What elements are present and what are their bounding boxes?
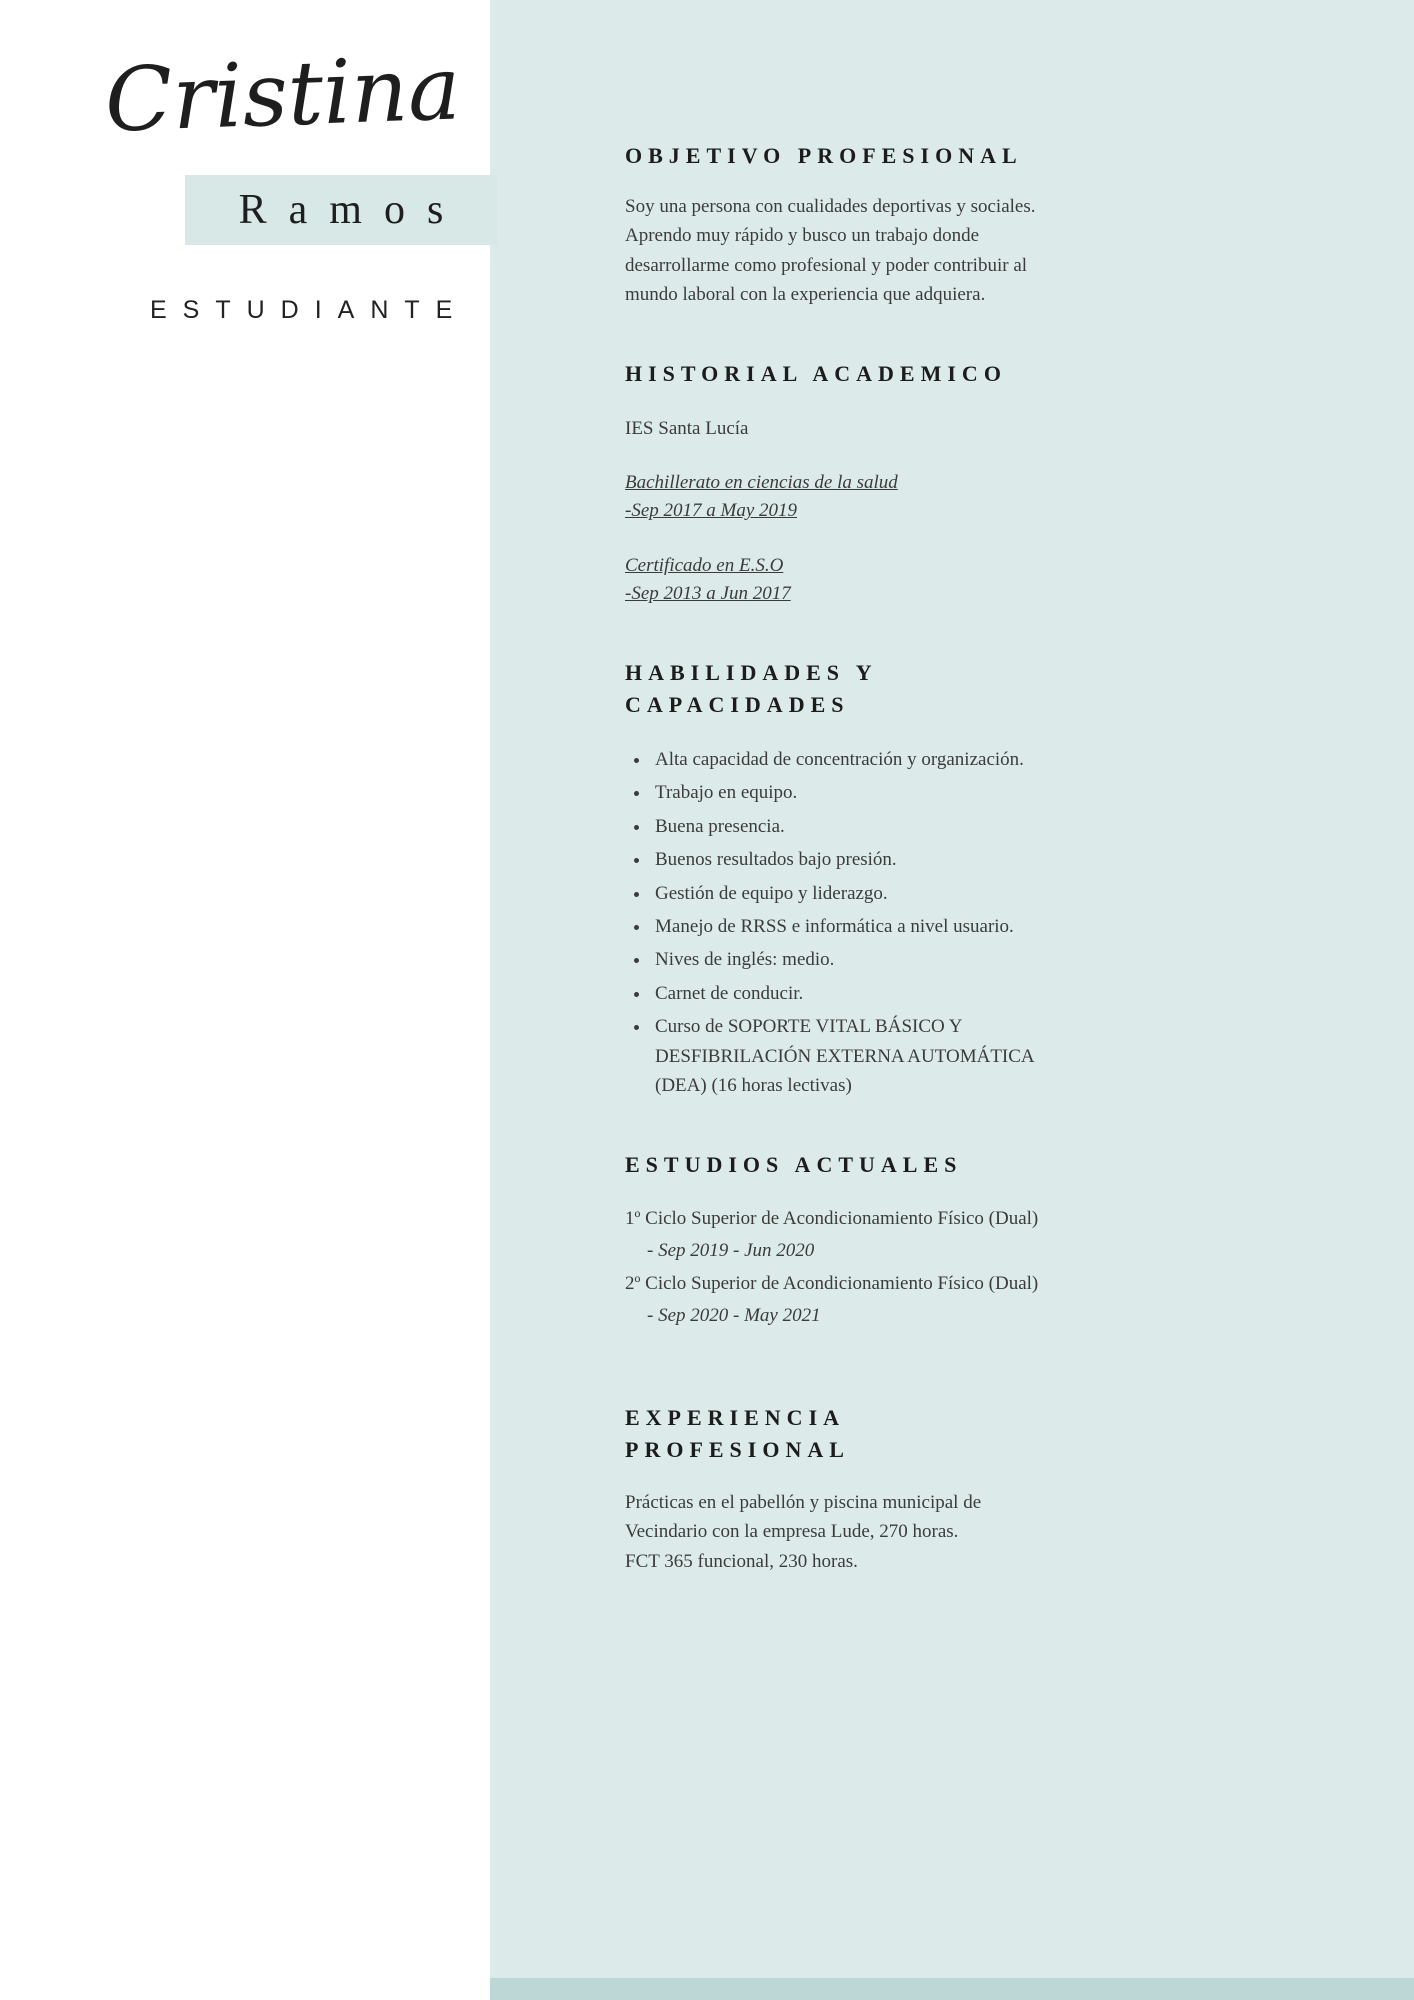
list-item: • Buena presencia.: [651, 812, 1057, 841]
study-name: 1º Ciclo Superior de Acondicionamiento Físico (Dual): [625, 1208, 1039, 1230]
skills-list: [625, 745, 1057, 1101]
section-title-skills: HABILIDADES Y CAPACIDADES: [625, 659, 877, 717]
list-item: • Alta capacidad de concentración y organización.: [651, 745, 1057, 774]
study-name: 2º Ciclo Superior de Acondicionamiento Físico (Dual): [625, 1273, 1039, 1295]
list-item: • Trabajo en equipo.: [651, 778, 1057, 807]
objective-body: Soy una persona con cualidades deportivas y sociales. Aprendo muy rápido y busco un trabajo donde desarrollarme como profesional y poder contribuir al mundo laboral con la experiencia que adquiera.: [625, 195, 1036, 306]
footer-accent-band: [490, 1978, 1414, 2000]
section-title-experience: EXPERIENCIA PROFESIONAL: [625, 1405, 850, 1463]
academic-entry-dates: -Sep 2017 a May 2019: [625, 500, 798, 522]
section-title-current-studies: ESTUDIOS ACTUALES: [625, 1151, 963, 1177]
first-name: Cristina: [103, 36, 463, 152]
list-item: • Manejo de RRSS e informática a nivel usuario.: [651, 912, 1057, 941]
list-item: • Gestión de equipo y liderazgo.: [651, 879, 1057, 908]
academic-entry-dates: -Sep 2013 a Jun 2017: [625, 583, 791, 605]
list-item: • Carnet de conducir.: [651, 979, 1057, 1008]
academic-entry-name: Certificado en E.S.O: [625, 554, 784, 576]
academic-school: IES Santa Lucía: [625, 417, 749, 439]
section-title-objective: OBJETIVO PROFESIONAL: [625, 143, 1023, 168]
experience-line: FCT 365 funcional, 230 horas.: [625, 1550, 858, 1572]
list-item: • Buenos resultados bajo presión.: [651, 845, 1057, 874]
list-item: • Curso de SOPORTE VITAL BÁSICO Y DESFIBRILACIÓN EXTERNA AUTOMÁTICA (DEA) (16 horas lectivas): [651, 1012, 1057, 1100]
study-dates: - Sep 2020 - May 2021: [647, 1304, 821, 1326]
experience-block: [625, 1488, 1057, 1576]
last-name: Ramos: [238, 187, 466, 233]
last-name-band: [185, 175, 497, 245]
study-entry: [625, 1269, 1057, 1330]
section-title-academic: HISTORIAL ACADEMICO: [625, 360, 1007, 386]
study-dates: - Sep 2019 - Jun 2020: [647, 1239, 815, 1261]
academic-entry: [625, 469, 1057, 526]
academic-entry: [625, 552, 1057, 609]
role-subtitle: ESTUDIANTE: [150, 296, 469, 324]
content-column: [625, 140, 1057, 1576]
list-item: • Nives de inglés: medio.: [651, 945, 1057, 974]
experience-line: Prácticas en el pabellón y piscina municipal de Vecindario con la empresa Lude, 270 horas.: [625, 1491, 982, 1543]
academic-entry-name: Bachillerato en ciencias de la salud: [625, 471, 898, 493]
study-entry: [625, 1204, 1057, 1265]
